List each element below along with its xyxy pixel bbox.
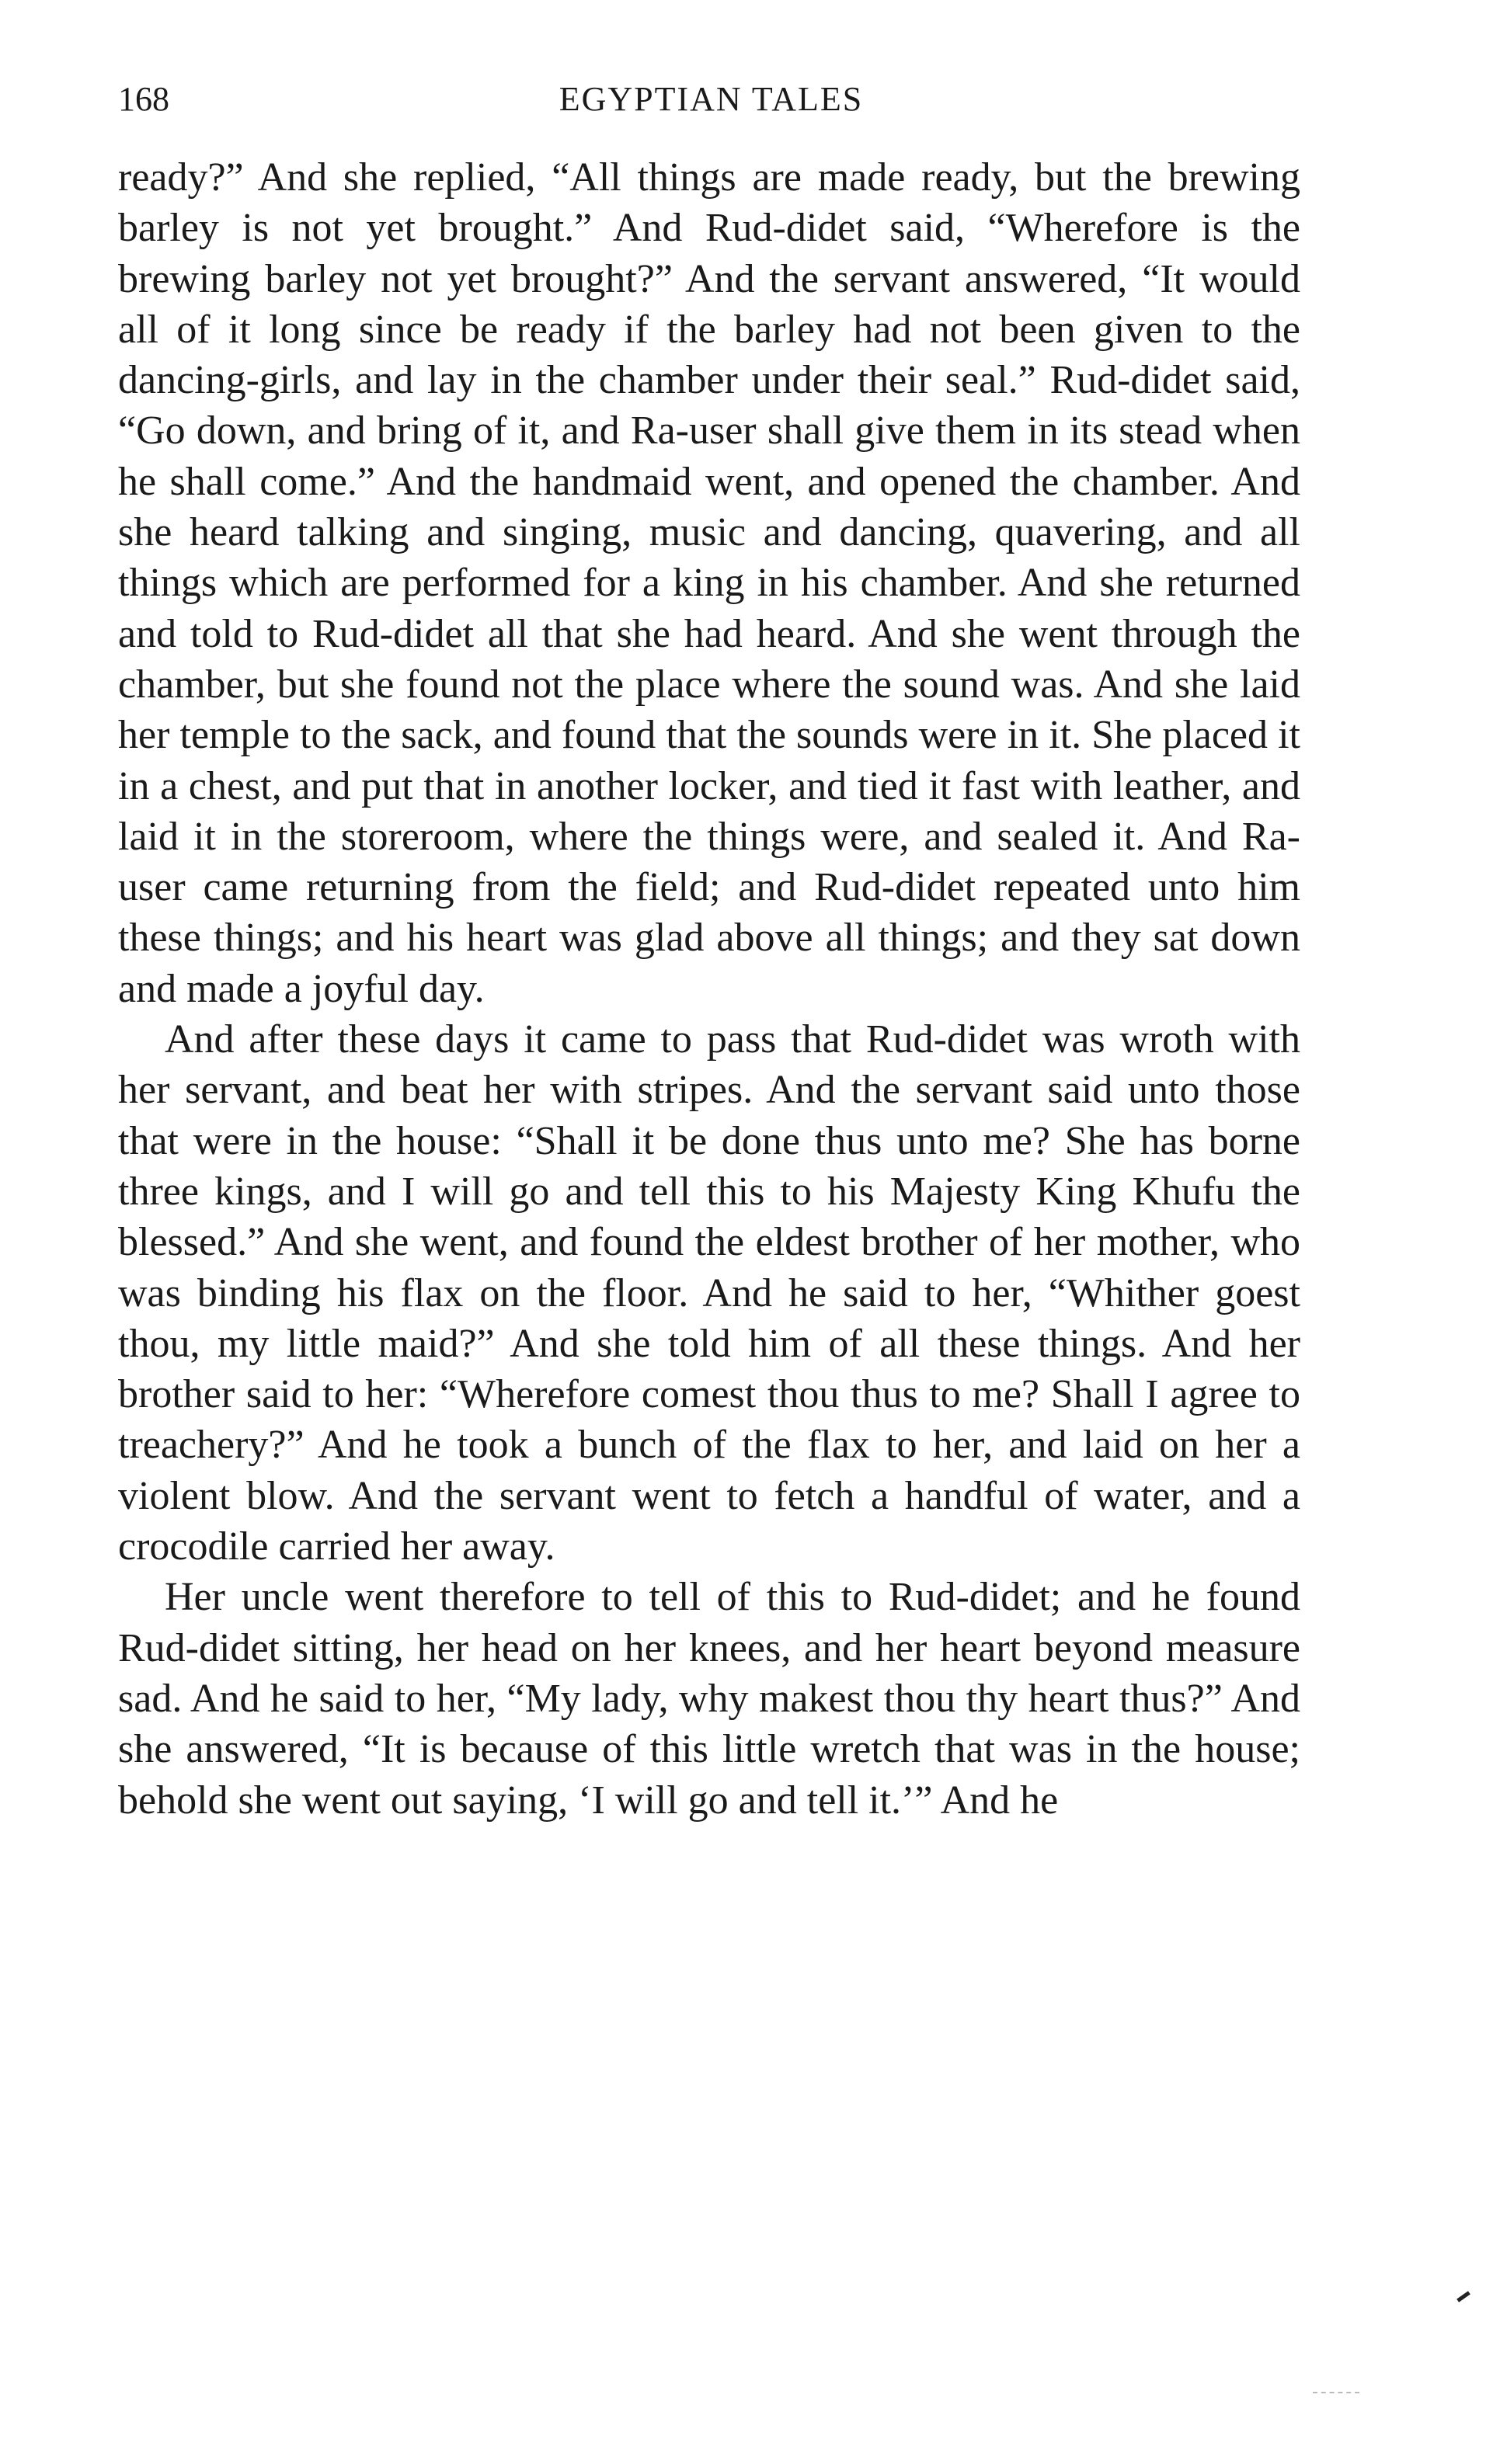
paragraph-2: And after these days it came to pass that Rud-didet was wroth with her servant, and beat her with stripes. And the servant said unto those that were in the house: “Shall it be done thus unto me? She has borne three kings, and I will go and tell this to his Majesty King Khufu the blessed.” And she went, and found the eldest brother of her mother, who was binding his flax on the floor. And he said to her, “Whither goest thou, my little maid?” And she told him of all these things. And her brother said to her: “Wherefore comest thou thus to me? Shall I agree to treachery?” And he took a bunch of the flax to her, and laid on her a violent blow. And the servant went to fetch a handful of water, and a crocodile carried her away. <box>118 1017 1300 1569</box>
body-text <box>118 152 1300 1826</box>
scan-mark <box>1313 2392 1359 2393</box>
page-number: 168 <box>118 80 169 118</box>
paragraph-3: Her uncle went therefore to tell of this to Rud-didet; and he found Rud-didet sitting, her head on her knees, and her heart beyond measure sad. And he said to her, “My lady, why makest thou thy heart thus?” And she answered, “It is because of this little wretch that was in the house; behold she went out saying, ‘I will go and tell it.’” And he <box>118 1575 1300 1823</box>
page-header <box>118 76 1304 123</box>
paragraph-1: ready?” And she replied, “All things are made ready, but the brewing barley is not yet brought.” And Rud-didet said, “Wherefore is the brewing barley not yet brought?” And the servant answered, “It would all of it long since be ready if the barley had not been given to the dancing-girls, and lay in the chamber under their seal.” Rud-didet said, “Go down, and bring of it, and Ra-user shall give them in its stead when he shall come.” And the handmaid went, and opened the chamber. And she heard talking and singing, music and dancing, quavering, and all things which are performed for a king in his chamber. And she returned and told to Rud-didet all that she had heard. And she went through the chamber, but she found not the place where the sound was. And she laid her temple to the sack, and found that the sounds were in it. She placed it in a chest, and put that in another locker, and tied it fast with leather, and laid it in the storeroom, where the things were, and sealed it. And Ra-user came returning from the field; and Rud-didet repeated unto him these things; and his heart was glad above all things; and they sat down and made a joyful day. <box>118 155 1300 1011</box>
running-head: EGYPTIAN TALES <box>559 80 864 118</box>
margin-mark <box>1456 2291 1470 2302</box>
